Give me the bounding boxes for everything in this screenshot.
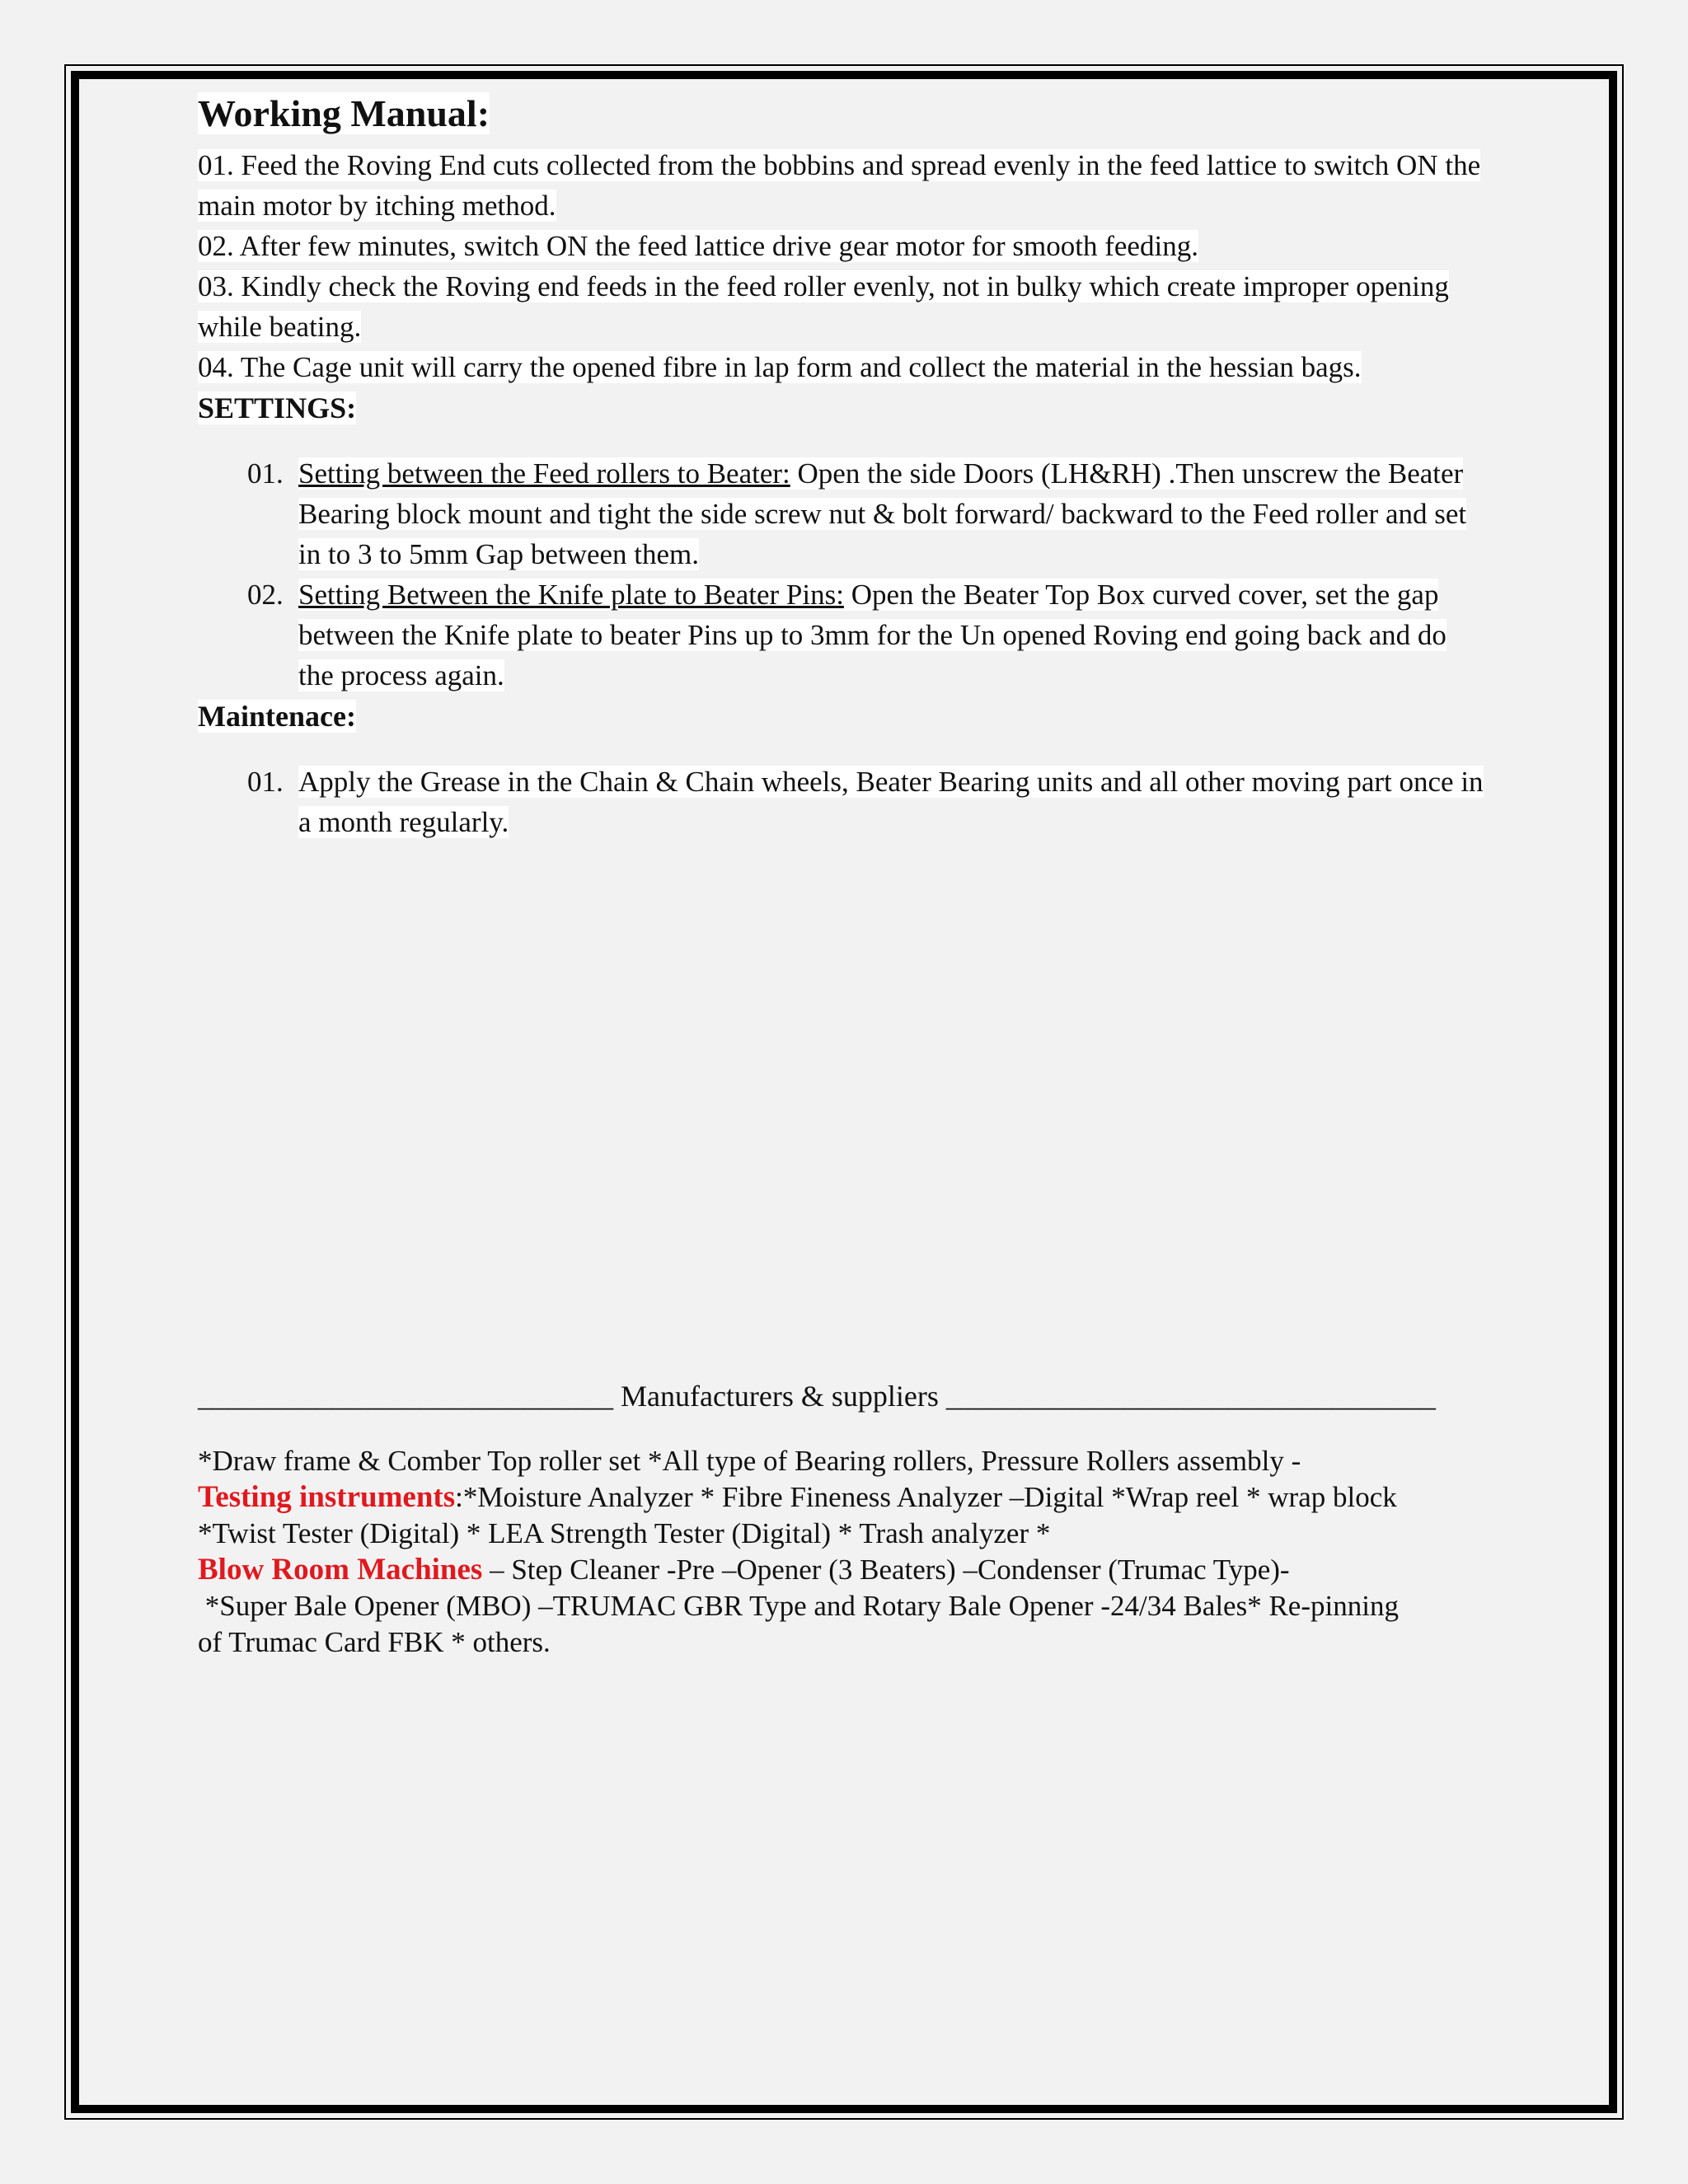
suppliers-info bbox=[198, 1443, 1484, 1661]
footer-line-3: *Twist Tester (Digital) * LEA Strength Tester (Digital) * Trash analyzer * bbox=[198, 1517, 1051, 1549]
footer-line-4: Blow Room Machines – Step Cleaner -Pre –Opener (3 Beaters) –Condenser (Trumac Type)- bbox=[198, 1553, 1290, 1586]
page-title: Working Manual: bbox=[198, 92, 490, 134]
working-steps bbox=[198, 145, 1484, 387]
maintenance-text: Apply the Grease in the Chain & Chain wheels, Beater Bearing units and all other moving part once in a month regularly. bbox=[298, 766, 1484, 838]
footer-line-5: *Super Bale Opener (MBO) –TRUMAC GBR Type and Rotary Bale Opener -24/34 Bales* Re-pinning bbox=[198, 1590, 1399, 1622]
settings-heading: SETTINGS: bbox=[198, 391, 357, 424]
setting-label: Setting Between the Knife plate to Beater Pins: bbox=[298, 579, 844, 611]
footer-line-1: *Draw frame & Comber Top roller set *All type of Bearing rollers, Pressure Rollers assembly - bbox=[198, 1445, 1301, 1477]
working-step-3: 03. Kindly check the Roving end feeds in the feed roller evenly, not in bulky which create improper opening while beating. bbox=[198, 270, 1449, 343]
setting-text: Open the side Doors (LH&RH) .Then unscrew the Beater Bearing block mount and tight the side screw nut & bolt forward/ backward to the Feed roller and set in to 3 to 5mm Gap between them. bbox=[298, 457, 1467, 570]
document-body bbox=[198, 82, 1484, 1661]
suppliers-label: Manufacturers & suppliers bbox=[613, 1380, 946, 1413]
working-step-4: 04. The Cage unit will carry the opened fibre in lap form and collect the material in the hessian bags. bbox=[198, 351, 1362, 383]
blow-room-machines-label: Blow Room Machines bbox=[198, 1553, 483, 1586]
list-number: 01. bbox=[247, 457, 284, 490]
working-step-2: 02. After few minutes, switch ON the feed lattice drive gear motor for smooth feeding. bbox=[198, 230, 1198, 262]
settings-item-1 bbox=[198, 453, 1484, 574]
settings-item-2 bbox=[198, 574, 1484, 696]
maintenance-list bbox=[198, 762, 1484, 842]
footer-line-2: Testing instruments:*Moisture Analyzer * Fibre Fineness Analyzer –Digital *Wrap reel * wrap block bbox=[198, 1480, 1397, 1514]
list-number: 02. bbox=[247, 579, 284, 611]
suppliers-divider: ____________________________ Manufacturers & suppliers _________________________________ bbox=[198, 1380, 1436, 1413]
list-number: 01. bbox=[247, 766, 284, 798]
settings-list bbox=[198, 453, 1484, 696]
setting-text: Open the Beater Top Box curved cover, set the gap between the Knife plate to beater Pins up to 3mm for the Un opened Roving end going back and do the process again. bbox=[298, 579, 1447, 691]
maintenance-item-1 bbox=[198, 762, 1484, 842]
testing-instruments-label: Testing instruments bbox=[198, 1480, 456, 1514]
working-step-1: 01. Feed the Roving End cuts collected from the bobbins and spread evenly in the feed lattice to switch ON the main motor by itching method. bbox=[198, 149, 1481, 222]
maintenance-heading: Maintenace: bbox=[198, 700, 356, 733]
setting-label: Setting between the Feed rollers to Beater: bbox=[298, 457, 790, 490]
footer-line-6: of Trumac Card FBK * others. bbox=[198, 1626, 551, 1658]
